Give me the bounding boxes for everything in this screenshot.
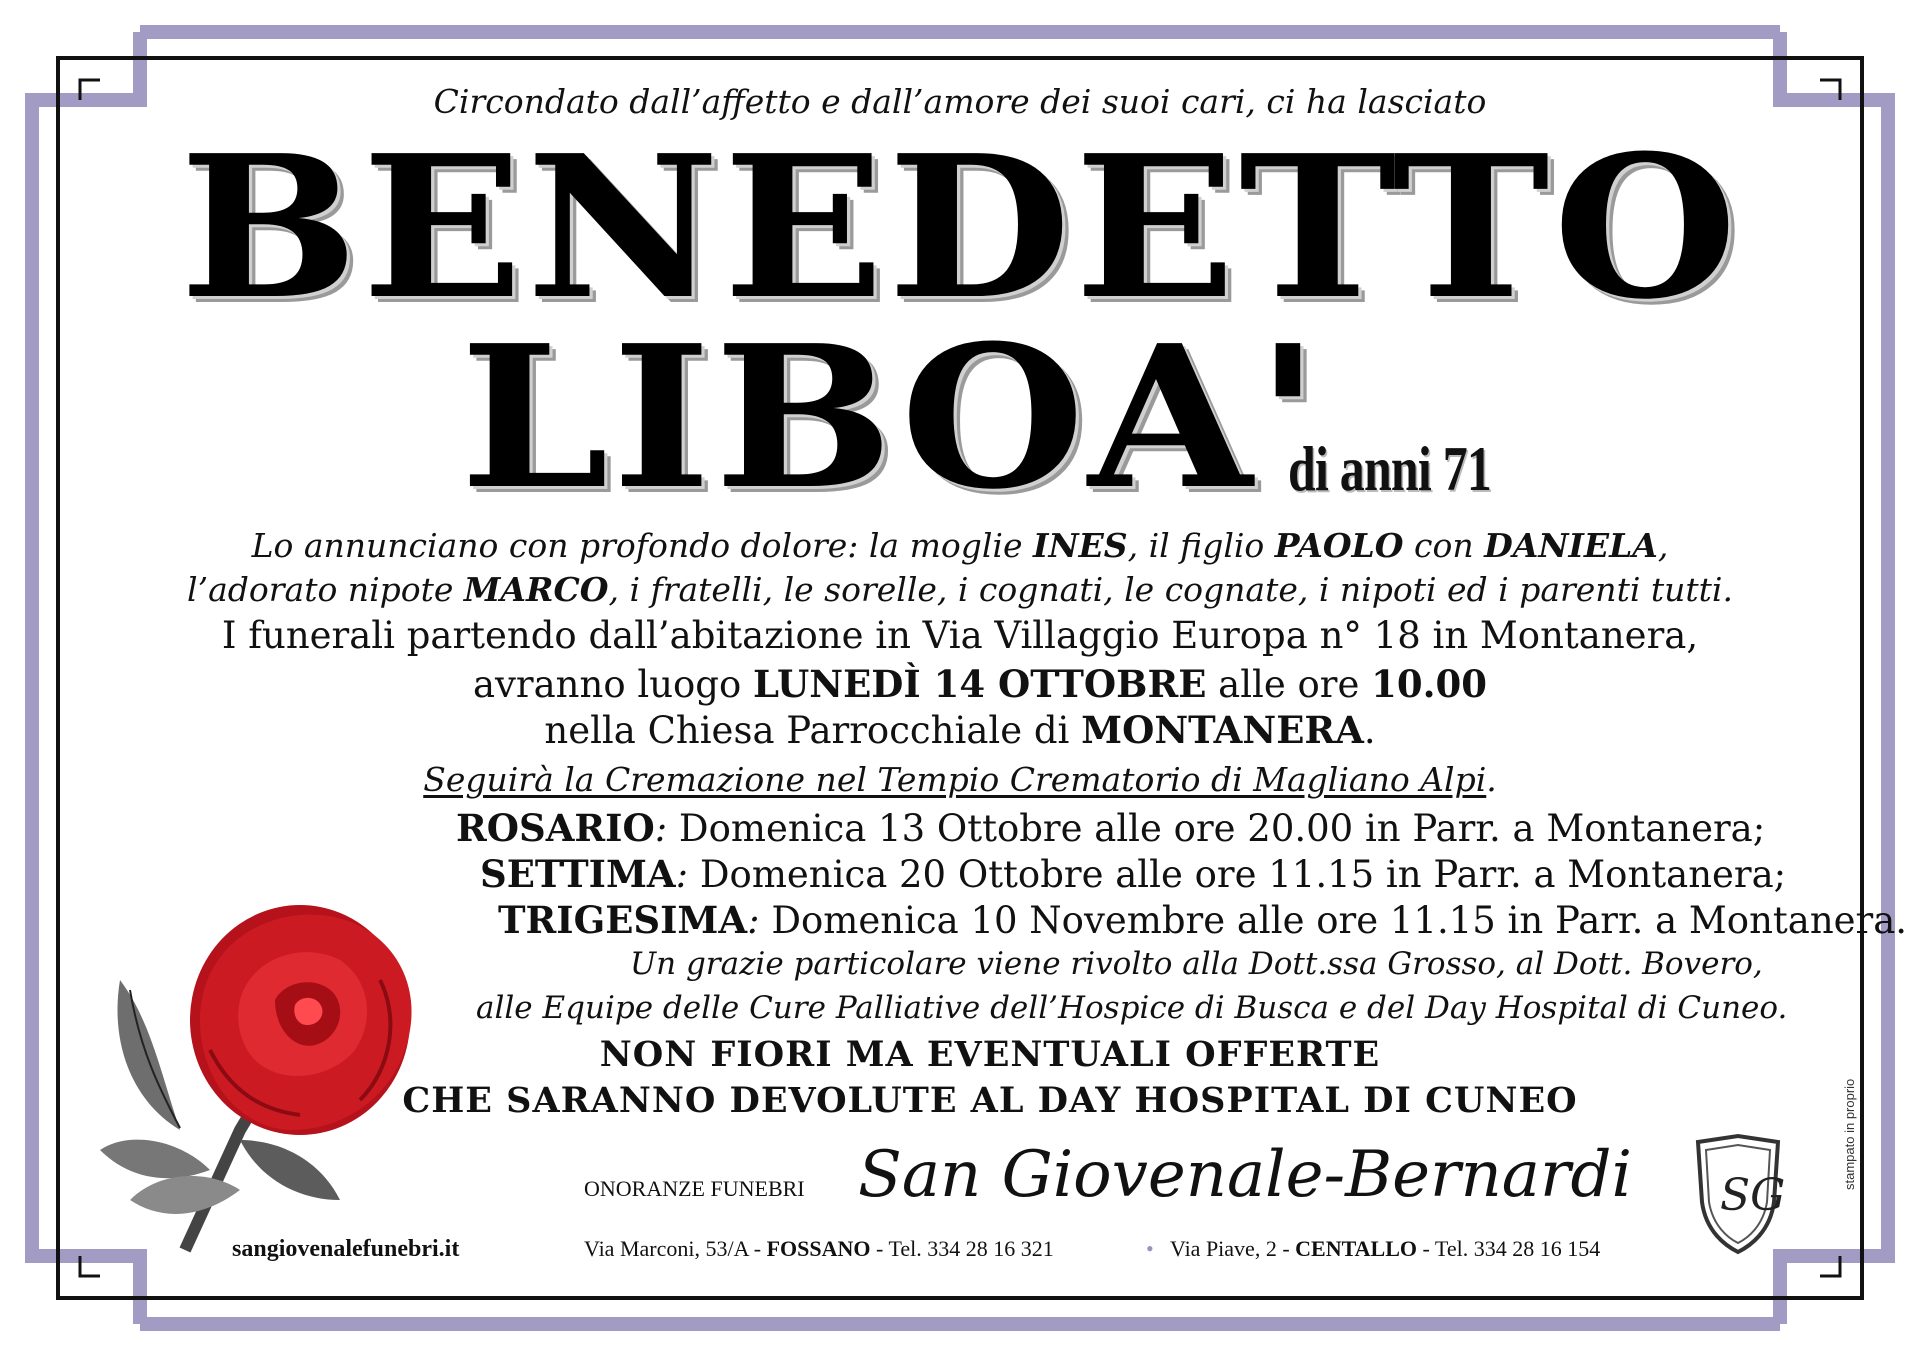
address-separator: • [1146,1236,1154,1261]
age-label: di anni 71 [1288,433,1492,504]
agency-website[interactable]: sangiovenalefunebri.it [232,1236,460,1262]
rose-icon [90,900,430,1260]
donation-line-2: CHE SARANNO DEVOLUTE AL DAY HOSPITAL DI CUNEO [402,1080,1578,1121]
cremation-line: Seguirà la Cremazione nel Tempio Crematorio di Magliano Alpi. [423,760,1497,799]
agency-logo-icon [1690,1132,1786,1256]
funeral-place: MONTANERA [1081,708,1364,752]
rite-rosario: ROSARIO: Domenica 13 Ottobre alle ore 20.00 in Parr. a Montanera; [456,806,1766,850]
thanks-line-1: Un grazie particolare viene rivolto alla Dott.ssa Grosso, al Dott. Bovero, [630,946,1763,982]
announce-line-1: Lo annunciano con profondo dolore: la moglie INES, il figlio PAOLO con DANIELA, [251,526,1669,565]
son-name: PAOLO [1274,526,1404,565]
wife-name: INES [1033,526,1128,565]
funeral-line-1: I funerali partendo dall’abitazione in Via Villaggio Europa n° 18 in Montanera, [221,614,1699,657]
funeral-line-3: nella Chiesa Parrocchiale di MONTANERA. [544,708,1376,752]
agency-name: San Giovenale-Bernardi [858,1138,1632,1212]
intro-text: Circondato dall’affetto e dall’amore dei suoi cari, ci ha lasciato [433,82,1487,121]
logo-letters: SG [1720,1170,1786,1221]
cremation-text: Seguirà la Cremazione nel Tempio Crematorio di Magliano Alpi [423,760,1487,799]
grandson-name: MARCO [463,570,609,609]
printed-note: stampato in proprio [1842,1078,1857,1190]
rite-trigesima: TRIGESIMA: Domenica 10 Novembre alle ore 11.15 in Parr. a Montanera. [498,898,1908,942]
agency-address-1: Via Marconi, 53/A - FOSSANO - Tel. 334 28 16 321 [584,1236,1054,1261]
thanks-line-2: alle Equipe delle Cure Palliative dell’Hospice di Busca e del Day Hospital di Cuneo. [476,990,1788,1026]
announce-line-2: l’adorato nipote MARCO, i fratelli, le sorelle, i cognati, le cognate, i nipoti ed i parenti tutti. [187,570,1733,609]
agency-label: ONORANZE FUNEBRI [584,1176,805,1201]
donation-line-1: NON FIORI MA EVENTUALI OFFERTE [599,1034,1381,1075]
last-name: LIBOA' [460,303,1324,533]
agency-address-2: Via Piave, 2 - CENTALLO - Tel. 334 28 16 154 [1170,1236,1601,1261]
funeral-date: LUNEDÌ 14 OTTOBRE [753,662,1207,706]
first-name: BENEDETTO [179,113,1741,343]
funeral-time: 10.00 [1371,662,1488,706]
son-partner-name: DANIELA [1484,526,1658,565]
funeral-line-2: avranno luogo LUNEDÌ 14 OTTOBRE alle ore 10.00 [472,662,1488,706]
rite-settima: SETTIMA: Domenica 20 Ottobre alle ore 11.15 in Parr. a Montanera; [480,852,1787,896]
